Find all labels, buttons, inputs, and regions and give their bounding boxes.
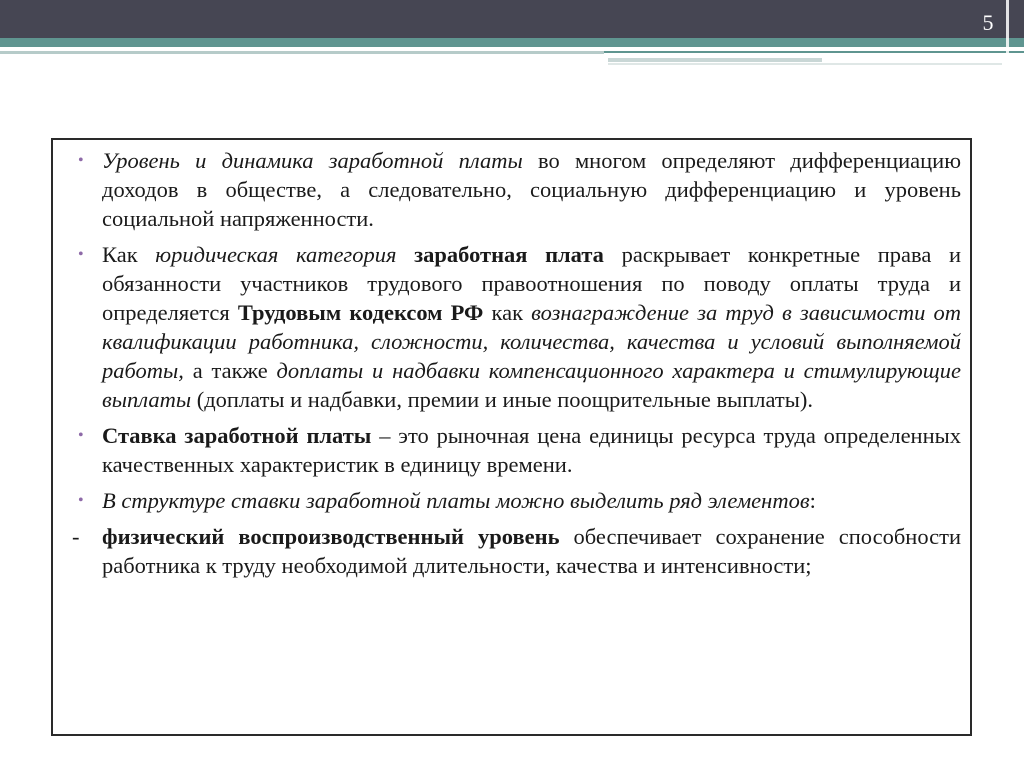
dash-marker: -: [72, 524, 80, 549]
text-bold: физический воспроизводственный уровень: [102, 524, 560, 549]
header-decor-line: [608, 63, 1002, 65]
header-decor-bar: [608, 58, 822, 62]
text: во многом определяют дифференциацию доходов в обществе, а следовательно, социальную дифференциацию и уровень социальной напряженности.: [102, 148, 961, 231]
text: – это рыночная цена единицы ресурса труда определенных качественных характеристик в единицу времени.: [102, 423, 962, 477]
bullet-icon: •: [78, 427, 84, 444]
text: раскрывает конкретные права и обязанности участников трудового правоотношения по поводу оплаты труда и определяется: [102, 242, 961, 325]
paragraph-wage-rate: [78, 421, 961, 479]
slide-number: 5: [982, 10, 994, 35]
header-thin-line-right: [604, 51, 1024, 53]
text: (доплаты и надбавки, премии и иные поощрительные выплаты).: [191, 387, 813, 412]
text: Как: [102, 242, 156, 267]
text: а также: [183, 358, 277, 383]
header-thin-line: [0, 51, 604, 54]
text: [396, 242, 414, 267]
content-frame: [51, 138, 972, 736]
text: :: [809, 488, 816, 513]
header-accent-stripe: [0, 38, 1024, 47]
text-bold: Трудовым кодексом РФ: [237, 300, 484, 325]
text: как: [483, 300, 532, 325]
text: обеспечивает сохранение способности работника к труду необходимой длительности, качества и интенсивности;: [102, 524, 961, 578]
paragraph-rate-structure: [78, 486, 961, 515]
text-italic: юридическая категория: [155, 242, 397, 267]
paragraph-wage-dynamics: [78, 146, 961, 233]
bullet-icon: •: [78, 152, 84, 169]
text-italic: Уровень и динамика заработной платы: [102, 148, 523, 173]
bullet-icon: •: [78, 492, 84, 509]
paragraph-legal-category: [78, 240, 961, 414]
header-bar: [0, 0, 1024, 38]
text-italic: В структуре ставки заработной платы можно выделить ряд элементов: [102, 488, 810, 513]
text-bold: Ставка заработной платы: [102, 423, 372, 448]
paragraph-physical-level: [72, 522, 961, 580]
text-italic: вознаграждение за труд в зависимости от квалификации работника, сложности, количества, качества и условий выполняемой работы,: [102, 300, 961, 383]
text-italic: доплаты и надбавки компенсационного характера и стимулирующие выплаты: [102, 358, 961, 412]
header-vertical-divider: [1006, 0, 1009, 72]
bullet-icon: •: [78, 246, 84, 263]
text-bold: заработная плата: [414, 242, 604, 267]
